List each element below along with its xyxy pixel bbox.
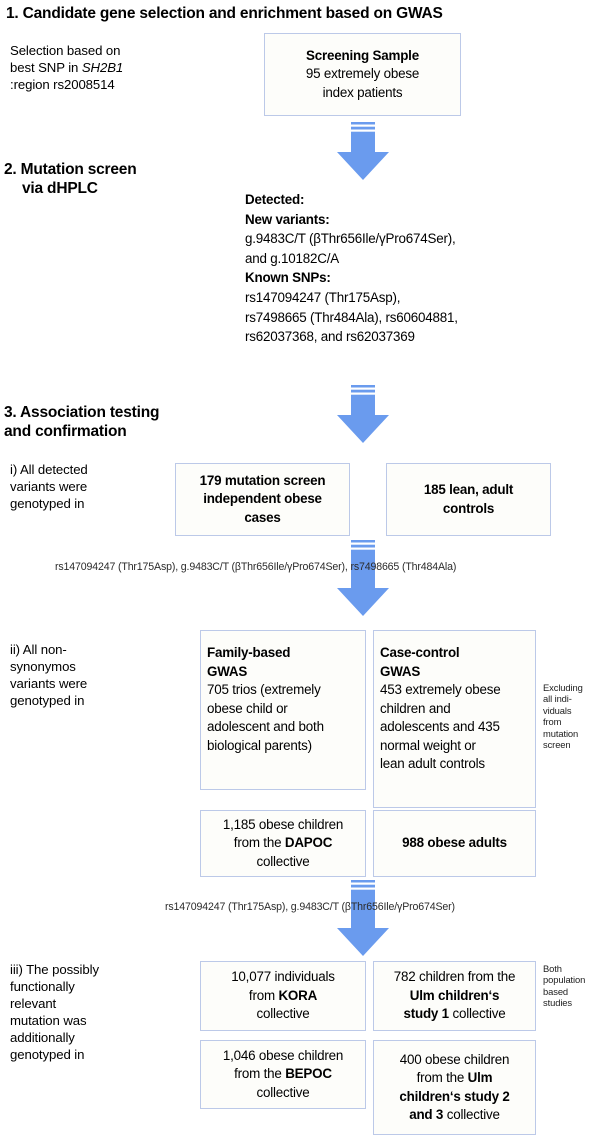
bepoc-line-1: 1,046 obese children bbox=[222, 1047, 344, 1063]
ulm23-from-the-text: from the bbox=[416, 1070, 468, 1085]
lean-controls-line-2: controls bbox=[442, 500, 495, 516]
down-arrow-icon bbox=[333, 538, 393, 618]
ulm1-line-2: Ulm children‘s bbox=[409, 987, 500, 1003]
ulm23-line-2 bbox=[374, 1069, 535, 1088]
kora-from-text: from bbox=[248, 987, 279, 1003]
ulm23-study-number: and 3 bbox=[409, 1107, 444, 1122]
side-note-excluding-line-1: Excluding bbox=[543, 682, 583, 693]
case-control-line-5: adolescents and 435 bbox=[380, 719, 500, 734]
step-ii-label-line-2: synonymos bbox=[10, 659, 76, 674]
side-note-excluding-line-3: viduals bbox=[543, 704, 572, 716]
section-3-heading-line-1: 3. Association testing bbox=[4, 404, 160, 421]
dapoc-from-the-text: from the bbox=[233, 835, 285, 851]
ulm23-line-3: children‘s study 2 bbox=[399, 1088, 510, 1104]
known-snp-line-2: rs7498665 (Thr484Ala), rs60604881, bbox=[245, 309, 458, 325]
screening-sample-line-2: 95 extremely obese bbox=[305, 66, 420, 82]
side-note-population-line-2: population bbox=[543, 974, 586, 986]
side-note-population-line-4: studies bbox=[543, 997, 573, 1009]
new-variant-2: and g.10182C/A bbox=[245, 250, 339, 266]
step-ii-label-line-1: ii) All non- bbox=[10, 642, 67, 657]
section-1-left-label-line-3: :region rs2008514 bbox=[10, 77, 115, 92]
box-ulm-children-study-2-3 bbox=[373, 1040, 536, 1135]
case-control-line-7: lean adult controls bbox=[380, 756, 485, 771]
variant-caption-1: rs147094247 (Thr175Asp), g.9483C/T (βThr656Ile/γPro674Ser), rs7498665 (Thr484Ala) bbox=[55, 561, 457, 573]
section-1-left-label-line-2 bbox=[10, 59, 200, 76]
case-control-line-3: 453 extremely obese bbox=[380, 682, 501, 697]
box-obese-adults bbox=[373, 810, 536, 877]
down-arrow-icon bbox=[333, 383, 393, 445]
box-bepoc-collective bbox=[200, 1040, 366, 1109]
box-family-based-gwas bbox=[200, 630, 366, 790]
kora-name: KORA bbox=[278, 987, 318, 1003]
independent-cases-line-3: cases bbox=[244, 509, 281, 525]
obese-adults-line-1: 988 obese adults bbox=[402, 835, 507, 851]
step-iii-label-line-2: functionally bbox=[10, 979, 75, 994]
down-arrow-icon bbox=[333, 120, 393, 182]
section-1-left-label-line-1: Selection based on bbox=[10, 43, 121, 58]
case-control-line-6: normal weight or bbox=[380, 737, 476, 753]
independent-cases-line-1: 179 mutation screen bbox=[199, 472, 326, 488]
family-gwas-line-4: obese child or bbox=[207, 700, 288, 716]
section-2-heading-line-2: via dHPLC bbox=[22, 180, 98, 197]
bepoc-from-the-text: from the bbox=[234, 1066, 286, 1082]
ulm1-collective-text: collective bbox=[448, 1006, 506, 1022]
box-kora-collective bbox=[200, 961, 366, 1031]
best-snp-text: best SNP in bbox=[10, 60, 82, 75]
case-control-title-line-1: Case-control bbox=[380, 645, 460, 660]
family-gwas-line-3: 705 trios (extremely bbox=[207, 682, 321, 697]
section-3-heading bbox=[4, 403, 244, 441]
box-mutation-screen-independent-cases bbox=[175, 463, 350, 536]
side-note-excluding-line-4: from bbox=[543, 716, 562, 728]
known-snps-label: Known SNPs: bbox=[245, 270, 331, 286]
down-arrow-1 bbox=[333, 120, 393, 182]
side-note-excluding-line-2: all indi- bbox=[543, 693, 572, 705]
down-arrow-3 bbox=[333, 538, 393, 618]
kora-line-1: 10,077 individuals bbox=[231, 969, 335, 985]
lean-controls-line-1: 185 lean, adult bbox=[423, 482, 514, 497]
ulm23-ulm-name: Ulm bbox=[467, 1070, 493, 1085]
ulm1-line-3 bbox=[374, 1005, 535, 1024]
step-iii-label-line-6: genotyped in bbox=[10, 1047, 85, 1062]
dapoc-line-3: collective bbox=[256, 853, 310, 869]
step-iii-label-line-3: relevant bbox=[10, 996, 57, 1011]
detected-label: Detected: bbox=[245, 192, 305, 207]
family-gwas-line-5: adolescent and both bbox=[207, 719, 324, 734]
gene-name-sh2b1: SH2B1 bbox=[81, 60, 124, 75]
ulm1-line-1: 782 children from the bbox=[393, 969, 516, 985]
screening-sample-line-3: index patients bbox=[322, 84, 403, 100]
new-variant-1: g.9483C/T (βThr656Ile/γPro674Ser), bbox=[245, 231, 456, 247]
down-arrow-icon bbox=[333, 878, 393, 958]
step-i-label-line-3: genotyped in bbox=[10, 496, 85, 511]
dapoc-line-1: 1,185 obese children bbox=[222, 816, 344, 832]
side-note-population-based bbox=[543, 963, 599, 1009]
family-gwas-title-line-1: Family-based bbox=[207, 645, 291, 660]
bepoc-line-3: collective bbox=[256, 1084, 310, 1100]
side-note-excluding-line-5: mutation bbox=[543, 727, 579, 739]
step-ii-label bbox=[10, 641, 175, 709]
section-3-heading-line-2: and confirmation bbox=[4, 423, 127, 440]
dapoc-line-2 bbox=[201, 834, 365, 853]
known-snp-line-1: rs147094247 (Thr175Asp), bbox=[245, 289, 401, 305]
section-1-heading: 1. Candidate gene selection and enrichment based on GWAS bbox=[6, 5, 443, 22]
independent-cases-line-2: independent obese bbox=[203, 491, 322, 507]
bepoc-line-2 bbox=[201, 1065, 365, 1084]
down-arrow-4 bbox=[333, 878, 393, 958]
detected-variants-block bbox=[245, 190, 595, 347]
section-1-left-label bbox=[10, 42, 200, 93]
box-lean-adult-controls bbox=[386, 463, 551, 536]
step-iii-label bbox=[10, 961, 170, 1063]
case-control-line-4: children and bbox=[380, 700, 451, 716]
step-i-label-line-1: i) All detected bbox=[10, 462, 88, 477]
side-note-population-line-3: based bbox=[543, 985, 569, 997]
step-iii-label-line-5: additionally bbox=[10, 1030, 75, 1045]
variant-caption-2: rs147094247 (Thr175Asp), g.9483C/T (βThr656Ile/γPro674Ser) bbox=[165, 901, 455, 913]
family-gwas-line-6: biological parents) bbox=[207, 737, 312, 753]
ulm23-line-4 bbox=[374, 1106, 535, 1125]
side-note-excluding bbox=[543, 682, 599, 750]
kora-line-2 bbox=[201, 987, 365, 1006]
new-variants-label: New variants: bbox=[245, 211, 330, 227]
step-i-label-line-2: variants were bbox=[10, 479, 88, 494]
family-gwas-title-line-2: GWAS bbox=[207, 663, 248, 679]
step-ii-label-line-4: genotyped in bbox=[10, 693, 85, 708]
side-note-excluding-line-6: screen bbox=[543, 739, 571, 751]
known-snp-line-3: rs62037368, and rs62037369 bbox=[245, 329, 415, 345]
ulm23-collective-text: collective bbox=[443, 1107, 500, 1122]
box-dapoc-collective bbox=[200, 810, 366, 877]
box-case-control-gwas bbox=[373, 630, 536, 808]
box-screening-sample bbox=[264, 33, 461, 116]
screening-sample-title: Screening Sample bbox=[306, 47, 419, 63]
side-note-population-line-1: Both bbox=[543, 963, 562, 974]
section-2-heading bbox=[4, 160, 234, 198]
step-iii-label-line-1: iii) The possibly bbox=[10, 962, 99, 977]
case-control-title-line-2: GWAS bbox=[380, 663, 421, 679]
section-2-heading-line-1: 2. Mutation screen bbox=[4, 161, 137, 178]
dapoc-name: DAPOC bbox=[284, 835, 333, 851]
step-ii-label-line-3: variants were bbox=[10, 676, 88, 691]
kora-line-3: collective bbox=[256, 1006, 310, 1022]
bepoc-name: BEPOC bbox=[285, 1066, 332, 1082]
down-arrow-2 bbox=[333, 383, 393, 445]
ulm1-study-number: study 1 bbox=[403, 1006, 449, 1022]
box-ulm-children-study-1 bbox=[373, 961, 536, 1031]
ulm23-line-1: 400 obese children bbox=[399, 1051, 510, 1067]
step-i-label bbox=[10, 461, 170, 512]
step-iii-label-line-4: mutation was bbox=[10, 1013, 87, 1028]
